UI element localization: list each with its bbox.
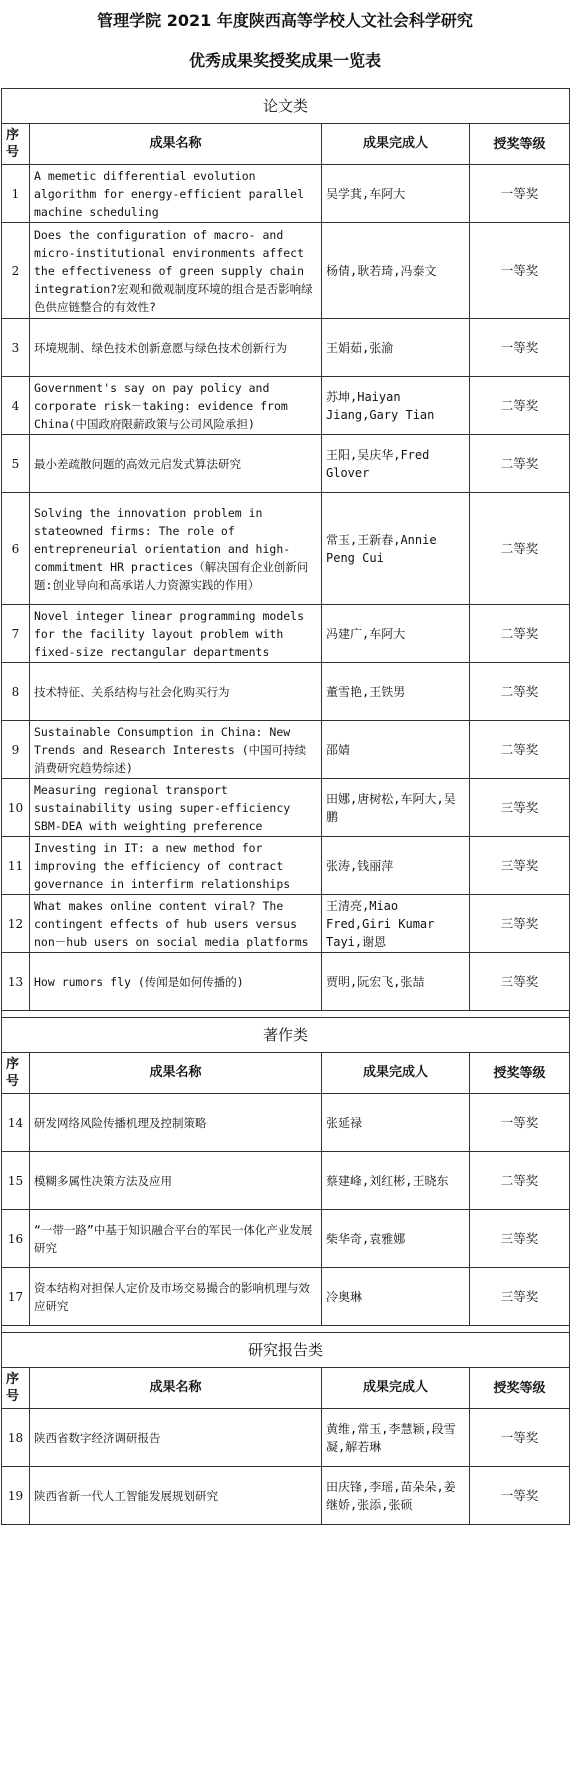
header-award: 授奖等级 (470, 1368, 570, 1409)
section-spacer (2, 1011, 570, 1018)
row-authors: 杨倩,耿若琦,冯泰文 (322, 223, 470, 319)
row-title: “一带一路”中基于知识融合平台的军民一体化产业发展研究 (30, 1210, 322, 1268)
section-category-row (2, 1333, 570, 1368)
row-number: 13 (2, 953, 30, 1011)
header-authors: 成果完成人 (322, 1368, 470, 1409)
section-category: 论文类 (2, 89, 570, 124)
row-award: 二等奖 (470, 1152, 570, 1210)
row-title: 技术特征、关系结构与社会化购买行为 (30, 663, 322, 721)
row-title: 环境规制、绿色技术创新意愿与绿色技术创新行为 (30, 319, 322, 377)
section-category: 著作类 (2, 1018, 570, 1053)
table-row (2, 377, 570, 435)
row-authors: 田娜,唐树松,车阿大,吴鹏 (322, 779, 470, 837)
row-authors: 张涛,钱丽萍 (322, 837, 470, 895)
row-authors: 王娟茹,张渝 (322, 319, 470, 377)
row-title: A memetic differential evolution algorithm for energy-efficient parallel machine scheduling (30, 165, 322, 223)
header-no: 序号 (2, 1368, 30, 1409)
row-number: 2 (2, 223, 30, 319)
table-row (2, 223, 570, 319)
row-number: 15 (2, 1152, 30, 1210)
row-award: 二等奖 (470, 663, 570, 721)
row-number: 3 (2, 319, 30, 377)
row-authors: 王清亮,Miao Fred,Giri Kumar Tayi,谢恩 (322, 895, 470, 953)
column-header-row (2, 1053, 570, 1094)
table-row (2, 895, 570, 953)
row-authors: 蔡建峰,刘红彬,王晓东 (322, 1152, 470, 1210)
section-spacer-cell (2, 1326, 570, 1333)
header-no: 序号 (2, 124, 30, 165)
row-number: 5 (2, 435, 30, 493)
table-row (2, 1409, 570, 1467)
page-title-line-2: 优秀成果奖授奖成果一览表 (188, 51, 381, 70)
row-award: 一等奖 (470, 319, 570, 377)
header-name: 成果名称 (30, 1368, 322, 1409)
row-title: 资本结构对担保人定价及市场交易撮合的影响机理与效应研究 (30, 1268, 322, 1326)
table-row (2, 165, 570, 223)
section-spacer-cell (2, 1011, 570, 1018)
row-authors: 贾明,阮宏飞,张喆 (322, 953, 470, 1011)
table-row (2, 493, 570, 605)
row-authors: 柴华奇,袁雅娜 (322, 1210, 470, 1268)
row-award: 一等奖 (470, 165, 570, 223)
row-award: 三等奖 (470, 895, 570, 953)
row-number: 9 (2, 721, 30, 779)
row-award: 一等奖 (470, 223, 570, 319)
table-row (2, 1268, 570, 1326)
row-award: 二等奖 (470, 493, 570, 605)
row-title: What makes online content viral? The contingent effects of hub users versus non－hub users on social media platforms (30, 895, 322, 953)
table-row (2, 1210, 570, 1268)
column-header-row (2, 1368, 570, 1409)
row-number: 16 (2, 1210, 30, 1268)
row-title: 研发网络风险传播机理及控制策略 (30, 1094, 322, 1152)
table-row (2, 435, 570, 493)
header-no: 序号 (2, 1053, 30, 1094)
row-authors: 冯建广,车阿大 (322, 605, 470, 663)
table-row (2, 1094, 570, 1152)
row-number: 12 (2, 895, 30, 953)
row-number: 1 (2, 165, 30, 223)
row-number: 6 (2, 493, 30, 605)
row-award: 三等奖 (470, 837, 570, 895)
table-row (2, 953, 570, 1011)
row-title: Solving the innovation problem in stateowned firms: The role of entrepreneurial orientation and high-commitment HR practices（解决国有企业创新问题:创业导向和高承诺人力资源实践的作用） (30, 493, 322, 605)
header-award: 授奖等级 (470, 124, 570, 165)
table-row (2, 837, 570, 895)
row-authors: 黄维,常玉,李慧颖,段雪凝,解若琳 (322, 1409, 470, 1467)
row-award: 三等奖 (470, 1210, 570, 1268)
row-award: 一等奖 (470, 1094, 570, 1152)
row-title: Sustainable Consumption in China: New Trends and Research Interests (中国可持续消费研究趋势综述) (30, 721, 322, 779)
table-row (2, 721, 570, 779)
section-category-row (2, 89, 570, 124)
row-award: 二等奖 (470, 721, 570, 779)
row-number: 7 (2, 605, 30, 663)
row-award: 三等奖 (470, 779, 570, 837)
section-category: 研究报告类 (2, 1333, 570, 1368)
table-row (2, 1152, 570, 1210)
row-number: 10 (2, 779, 30, 837)
header-authors: 成果完成人 (322, 1053, 470, 1094)
row-number: 11 (2, 837, 30, 895)
page-title-line-1: 管理学院 2021 年度陕西高等学校人文社会科学研究 (97, 11, 473, 30)
row-title: How rumors fly (传闻是如何传播的) (30, 953, 322, 1011)
column-header-row (2, 124, 570, 165)
header-authors: 成果完成人 (322, 124, 470, 165)
header-name: 成果名称 (30, 1053, 322, 1094)
row-number: 19 (2, 1467, 30, 1525)
row-award: 一等奖 (470, 1467, 570, 1525)
row-authors: 董雪艳,王铁男 (322, 663, 470, 721)
table-row (2, 663, 570, 721)
row-award: 二等奖 (470, 435, 570, 493)
row-authors: 苏坤,Haiyan Jiang,Gary Tian (322, 377, 470, 435)
row-authors: 吴学萁,车阿大 (322, 165, 470, 223)
section-category-row (2, 1018, 570, 1053)
row-award: 一等奖 (470, 1409, 570, 1467)
table-row (2, 319, 570, 377)
header-award: 授奖等级 (470, 1053, 570, 1094)
award-table (1, 88, 570, 1525)
row-title: 陕西省数字经济调研报告 (30, 1409, 322, 1467)
row-number: 8 (2, 663, 30, 721)
row-title: 陕西省新一代人工智能发展规划研究 (30, 1467, 322, 1525)
row-title: Does the configuration of macro- and micro-institutional environments affect the effectiveness of green supply chain integration?宏观和微观制度环境的组合是否影响绿色供应链整合的有效性? (30, 223, 322, 319)
row-award: 二等奖 (470, 377, 570, 435)
row-title: Novel integer linear programming models for the facility layout problem with fixed-size rectangular departments (30, 605, 322, 663)
row-authors: 张延禄 (322, 1094, 470, 1152)
row-authors: 田庆锋,李瑶,苗朵朵,姜继娇,张添,张硕 (322, 1467, 470, 1525)
row-award: 三等奖 (470, 953, 570, 1011)
row-number: 14 (2, 1094, 30, 1152)
row-title: Measuring regional transport sustainability using super-efficiency SBM-DEA with weighting preference (30, 779, 322, 837)
row-title: 模糊多属性决策方法及应用 (30, 1152, 322, 1210)
row-authors: 王阳,吴庆华,Fred Glover (322, 435, 470, 493)
row-number: 4 (2, 377, 30, 435)
row-authors: 常玉,王新春,Annie Peng Cui (322, 493, 470, 605)
row-title: Investing in IT: a new method for improving the efficiency of contract governance in interfirm relationships (30, 837, 322, 895)
row-authors: 冷奥琳 (322, 1268, 470, 1326)
row-title: 最小差疏散问题的高效元启发式算法研究 (30, 435, 322, 493)
row-title: Government's say on pay policy and corporate risk－taking: evidence from China(中国政府限薪政策与公司风险承担) (30, 377, 322, 435)
row-number: 18 (2, 1409, 30, 1467)
header-name: 成果名称 (30, 124, 322, 165)
table-row (2, 1467, 570, 1525)
section-spacer (2, 1326, 570, 1333)
row-authors: 邵婧 (322, 721, 470, 779)
table-row (2, 605, 570, 663)
row-number: 17 (2, 1268, 30, 1326)
row-award: 二等奖 (470, 605, 570, 663)
row-award: 三等奖 (470, 1268, 570, 1326)
table-row (2, 779, 570, 837)
